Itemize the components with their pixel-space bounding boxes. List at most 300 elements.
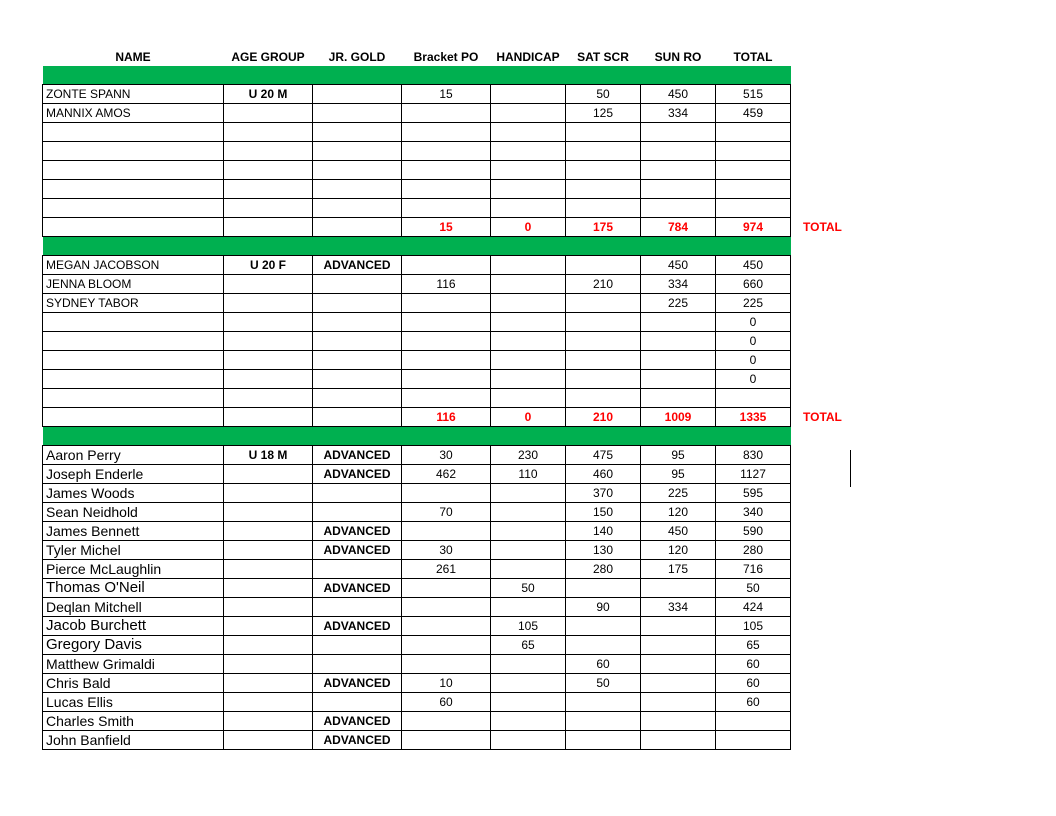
age-group-cell[interactable] xyxy=(224,560,313,579)
handicap-total[interactable]: 0 xyxy=(491,408,566,427)
bracket-po-cell[interactable] xyxy=(402,731,491,750)
handicap-cell[interactable] xyxy=(491,655,566,674)
total-cell[interactable] xyxy=(716,123,791,142)
sat-scr-cell[interactable]: 90 xyxy=(566,598,641,617)
jr-gold-cell[interactable] xyxy=(313,655,402,674)
sat-scr-cell[interactable] xyxy=(566,731,641,750)
total-cell[interactable] xyxy=(716,712,791,731)
bracket-po-cell[interactable] xyxy=(402,123,491,142)
age-group-cell[interactable] xyxy=(224,351,313,370)
jr-gold-cell[interactable]: ADVANCED xyxy=(313,256,402,275)
handicap-cell[interactable] xyxy=(491,275,566,294)
name-cell[interactable]: James Woods xyxy=(43,484,224,503)
separator-cell[interactable] xyxy=(402,66,491,85)
sat-scr-cell[interactable]: 460 xyxy=(566,465,641,484)
bracket-po-cell[interactable] xyxy=(402,636,491,655)
bracket-po-cell[interactable] xyxy=(402,199,491,218)
sat-scr-cell[interactable] xyxy=(566,579,641,598)
sun-ro-cell[interactable] xyxy=(641,693,716,712)
handicap-cell[interactable] xyxy=(491,123,566,142)
jr-gold-cell[interactable] xyxy=(313,503,402,522)
bracket-po-cell[interactable] xyxy=(402,104,491,123)
name-cell[interactable]: Gregory Davis xyxy=(43,636,224,655)
handicap-cell[interactable] xyxy=(491,294,566,313)
separator-cell[interactable] xyxy=(716,427,791,446)
sat-scr-cell[interactable] xyxy=(566,370,641,389)
jr-gold-cell[interactable] xyxy=(313,389,402,408)
jr-gold-cell[interactable] xyxy=(313,275,402,294)
bracket-po-cell[interactable] xyxy=(402,484,491,503)
bracket-po-cell[interactable] xyxy=(402,579,491,598)
empty-cell[interactable] xyxy=(224,218,313,237)
separator-cell[interactable] xyxy=(224,66,313,85)
total-cell[interactable]: 716 xyxy=(716,560,791,579)
name-cell[interactable]: Matthew Grimaldi xyxy=(43,655,224,674)
bracket-po-cell[interactable] xyxy=(402,712,491,731)
jr-gold-cell[interactable] xyxy=(313,560,402,579)
age-group-cell[interactable]: U 20 F xyxy=(224,256,313,275)
spacer-cell xyxy=(791,104,861,123)
age-group-cell[interactable] xyxy=(224,161,313,180)
handicap-cell[interactable]: 50 xyxy=(491,579,566,598)
handicap-cell[interactable] xyxy=(491,142,566,161)
sat-scr-cell[interactable]: 125 xyxy=(566,104,641,123)
separator-cell[interactable] xyxy=(491,66,566,85)
jr-gold-cell[interactable] xyxy=(313,104,402,123)
total-cell[interactable]: 280 xyxy=(716,541,791,560)
sun-ro-cell[interactable] xyxy=(641,617,716,636)
sat-scr-cell[interactable] xyxy=(566,712,641,731)
handicap-cell[interactable]: 65 xyxy=(491,636,566,655)
separator-cell[interactable] xyxy=(313,427,402,446)
name-cell[interactable]: Aaron Perry xyxy=(43,446,224,465)
bracket-po-cell[interactable] xyxy=(402,313,491,332)
total-cell[interactable]: 0 xyxy=(716,370,791,389)
handicap-cell[interactable] xyxy=(491,389,566,408)
age-group-cell[interactable] xyxy=(224,636,313,655)
sat-scr-cell[interactable] xyxy=(566,123,641,142)
bracket-po-cell[interactable]: 116 xyxy=(402,275,491,294)
bracket-po-cell[interactable]: 15 xyxy=(402,85,491,104)
jr-gold-cell[interactable]: ADVANCED xyxy=(313,731,402,750)
handicap-cell[interactable] xyxy=(491,351,566,370)
handicap-cell[interactable] xyxy=(491,712,566,731)
separator-cell[interactable] xyxy=(43,66,224,85)
name-cell[interactable]: Lucas Ellis xyxy=(43,693,224,712)
age-group-cell[interactable] xyxy=(224,199,313,218)
sun-ro-cell[interactable] xyxy=(641,579,716,598)
separator-cell[interactable] xyxy=(224,237,313,256)
bracket-po-cell[interactable]: 70 xyxy=(402,503,491,522)
total-cell[interactable] xyxy=(716,731,791,750)
sat-scr-cell[interactable]: 280 xyxy=(566,560,641,579)
sat-scr-total[interactable]: 175 xyxy=(566,218,641,237)
jr-gold-cell[interactable] xyxy=(313,370,402,389)
separator-cell[interactable] xyxy=(491,427,566,446)
sun-ro-cell[interactable]: 450 xyxy=(641,522,716,541)
total-cell[interactable]: 65 xyxy=(716,636,791,655)
name-cell[interactable] xyxy=(43,161,224,180)
header-jr-gold[interactable]: JR. GOLD xyxy=(328,50,386,64)
empty-cell[interactable] xyxy=(313,408,402,427)
sat-scr-cell[interactable] xyxy=(566,142,641,161)
name-cell[interactable] xyxy=(43,142,224,161)
name-cell[interactable]: Chris Bald xyxy=(43,674,224,693)
total-cell[interactable]: 60 xyxy=(716,655,791,674)
age-group-cell[interactable] xyxy=(224,579,313,598)
sun-ro-cell[interactable] xyxy=(641,655,716,674)
bracket-po-total[interactable]: 116 xyxy=(402,408,491,427)
header-handicap[interactable]: HANDICAP xyxy=(496,50,560,64)
sat-scr-cell[interactable]: 210 xyxy=(566,275,641,294)
age-group-cell[interactable] xyxy=(224,541,313,560)
sun-ro-cell[interactable]: 450 xyxy=(641,85,716,104)
total-cell[interactable]: 830 xyxy=(716,446,791,465)
age-group-cell[interactable] xyxy=(224,180,313,199)
header-sat-scr[interactable]: SAT SCR xyxy=(577,50,629,64)
sun-ro-cell[interactable] xyxy=(641,180,716,199)
handicap-cell[interactable] xyxy=(491,161,566,180)
total-cell[interactable]: 105 xyxy=(716,617,791,636)
handicap-cell[interactable] xyxy=(491,85,566,104)
name-cell[interactable]: Pierce McLaughlin xyxy=(43,560,224,579)
bracket-po-cell[interactable] xyxy=(402,351,491,370)
jr-gold-cell[interactable] xyxy=(313,484,402,503)
handicap-cell[interactable] xyxy=(491,522,566,541)
sun-ro-total[interactable]: 1009 xyxy=(641,408,716,427)
sun-ro-cell[interactable]: 95 xyxy=(641,465,716,484)
handicap-cell[interactable] xyxy=(491,503,566,522)
jr-gold-cell[interactable]: ADVANCED xyxy=(313,617,402,636)
sun-ro-cell[interactable]: 225 xyxy=(641,484,716,503)
age-group-cell[interactable] xyxy=(224,731,313,750)
name-cell[interactable]: Thomas O'Neil xyxy=(43,579,224,598)
handicap-cell[interactable] xyxy=(491,598,566,617)
bracket-po-cell[interactable]: 60 xyxy=(402,693,491,712)
jr-gold-cell[interactable]: ADVANCED xyxy=(313,579,402,598)
total-cell[interactable]: 60 xyxy=(716,693,791,712)
jr-gold-cell[interactable] xyxy=(313,313,402,332)
name-cell[interactable]: John Banfield xyxy=(43,731,224,750)
sun-ro-cell[interactable] xyxy=(641,389,716,408)
handicap-cell[interactable] xyxy=(491,674,566,693)
bracket-po-cell[interactable]: 10 xyxy=(402,674,491,693)
age-group-cell[interactable] xyxy=(224,389,313,408)
sun-ro-total[interactable]: 784 xyxy=(641,218,716,237)
separator-cell[interactable] xyxy=(313,66,402,85)
sat-scr-cell[interactable]: 50 xyxy=(566,85,641,104)
sun-ro-cell[interactable] xyxy=(641,142,716,161)
name-cell[interactable] xyxy=(43,332,224,351)
total-cell[interactable] xyxy=(716,161,791,180)
separator-cell[interactable] xyxy=(402,237,491,256)
jr-gold-cell[interactable] xyxy=(313,199,402,218)
header-age-group[interactable]: AGE GROUP xyxy=(231,50,305,64)
handicap-cell[interactable] xyxy=(491,731,566,750)
bracket-po-cell[interactable] xyxy=(402,332,491,351)
name-cell[interactable]: Joseph Enderle xyxy=(43,465,224,484)
sat-scr-cell[interactable] xyxy=(566,332,641,351)
separator-cell[interactable] xyxy=(716,66,791,85)
total-cell[interactable]: 595 xyxy=(716,484,791,503)
bracket-po-cell[interactable] xyxy=(402,370,491,389)
sun-ro-cell[interactable]: 450 xyxy=(641,256,716,275)
header-sun-ro[interactable]: SUN RO xyxy=(654,50,702,64)
jr-gold-cell[interactable] xyxy=(313,294,402,313)
separator-cell[interactable] xyxy=(566,66,641,85)
sat-scr-total[interactable]: 210 xyxy=(566,408,641,427)
name-cell[interactable] xyxy=(43,370,224,389)
handicap-cell[interactable] xyxy=(491,370,566,389)
handicap-cell[interactable] xyxy=(491,332,566,351)
total-cell[interactable]: 0 xyxy=(716,332,791,351)
bracket-po-cell[interactable] xyxy=(402,180,491,199)
name-cell[interactable] xyxy=(43,351,224,370)
jr-gold-cell[interactable] xyxy=(313,332,402,351)
sat-scr-cell[interactable] xyxy=(566,256,641,275)
sun-ro-cell[interactable] xyxy=(641,370,716,389)
jr-gold-cell[interactable] xyxy=(313,142,402,161)
jr-gold-cell[interactable]: ADVANCED xyxy=(313,465,402,484)
jr-gold-cell[interactable]: ADVANCED xyxy=(313,674,402,693)
total-cell[interactable]: 50 xyxy=(716,579,791,598)
total-cell[interactable]: 60 xyxy=(716,674,791,693)
name-cell[interactable]: ZONTE SPANN xyxy=(43,85,224,104)
separator-cell[interactable] xyxy=(224,427,313,446)
handicap-total[interactable]: 0 xyxy=(491,218,566,237)
header-name[interactable]: NAME xyxy=(115,50,151,64)
total-cell[interactable]: 225 xyxy=(716,294,791,313)
separator-cell[interactable] xyxy=(491,237,566,256)
age-group-cell[interactable]: U 18 M xyxy=(224,446,313,465)
age-group-cell[interactable] xyxy=(224,522,313,541)
total-cell[interactable]: 459 xyxy=(716,104,791,123)
age-group-cell[interactable] xyxy=(224,370,313,389)
sun-ro-cell[interactable] xyxy=(641,161,716,180)
separator-cell[interactable] xyxy=(566,427,641,446)
name-cell[interactable] xyxy=(43,180,224,199)
bracket-po-total[interactable]: 15 xyxy=(402,218,491,237)
jr-gold-cell[interactable] xyxy=(313,693,402,712)
name-cell[interactable]: Deqlan Mitchell xyxy=(43,598,224,617)
table-row xyxy=(43,693,861,712)
sat-scr-cell[interactable] xyxy=(566,389,641,408)
total-cell[interactable]: 515 xyxy=(716,85,791,104)
age-group-cell[interactable] xyxy=(224,332,313,351)
age-group-cell[interactable] xyxy=(224,313,313,332)
header-bracket-po[interactable]: Bracket PO xyxy=(413,50,479,64)
bracket-po-cell[interactable] xyxy=(402,256,491,275)
sat-scr-cell[interactable] xyxy=(566,161,641,180)
age-group-cell[interactable] xyxy=(224,294,313,313)
jr-gold-cell[interactable]: ADVANCED xyxy=(313,446,402,465)
bracket-po-cell[interactable]: 30 xyxy=(402,541,491,560)
separator-cell[interactable] xyxy=(43,237,224,256)
sat-scr-cell[interactable] xyxy=(566,636,641,655)
spacer-cell xyxy=(791,731,861,750)
handicap-cell[interactable] xyxy=(491,256,566,275)
header-total[interactable]: TOTAL xyxy=(733,50,773,64)
total-cell[interactable]: 340 xyxy=(716,503,791,522)
bracket-po-cell[interactable]: 462 xyxy=(402,465,491,484)
jr-gold-cell[interactable] xyxy=(313,85,402,104)
age-group-cell[interactable] xyxy=(224,123,313,142)
jr-gold-cell[interactable]: ADVANCED xyxy=(313,522,402,541)
age-group-cell[interactable] xyxy=(224,712,313,731)
age-group-cell[interactable] xyxy=(224,598,313,617)
handicap-cell[interactable] xyxy=(491,484,566,503)
bracket-po-cell[interactable] xyxy=(402,598,491,617)
total-cell[interactable]: 450 xyxy=(716,256,791,275)
sun-ro-cell[interactable] xyxy=(641,332,716,351)
sun-ro-cell[interactable]: 175 xyxy=(641,560,716,579)
grand-total[interactable]: 1335 xyxy=(716,408,791,427)
bracket-po-cell[interactable] xyxy=(402,142,491,161)
jr-gold-cell[interactable] xyxy=(313,351,402,370)
total-cell[interactable] xyxy=(716,389,791,408)
bracket-po-cell[interactable]: 261 xyxy=(402,560,491,579)
age-group-cell[interactable] xyxy=(224,484,313,503)
age-group-cell[interactable] xyxy=(224,104,313,123)
handicap-cell[interactable] xyxy=(491,560,566,579)
sat-scr-cell[interactable] xyxy=(566,313,641,332)
total-cell[interactable] xyxy=(716,180,791,199)
name-cell[interactable]: SYDNEY TABOR xyxy=(43,294,224,313)
empty-cell[interactable] xyxy=(43,408,224,427)
sun-ro-cell[interactable] xyxy=(641,199,716,218)
sat-scr-cell[interactable]: 50 xyxy=(566,674,641,693)
separator-cell[interactable] xyxy=(566,237,641,256)
age-group-cell[interactable] xyxy=(224,142,313,161)
empty-cell[interactable] xyxy=(313,218,402,237)
total-cell[interactable] xyxy=(716,142,791,161)
sat-scr-cell[interactable]: 140 xyxy=(566,522,641,541)
sat-scr-cell[interactable] xyxy=(566,199,641,218)
sun-ro-cell[interactable]: 334 xyxy=(641,598,716,617)
name-cell[interactable] xyxy=(43,313,224,332)
sun-ro-cell[interactable]: 334 xyxy=(641,104,716,123)
age-group-cell[interactable] xyxy=(224,503,313,522)
jr-gold-cell[interactable] xyxy=(313,598,402,617)
total-cell[interactable]: 1127 xyxy=(716,465,791,484)
age-group-cell[interactable] xyxy=(224,655,313,674)
handicap-cell[interactable] xyxy=(491,199,566,218)
bracket-po-cell[interactable] xyxy=(402,294,491,313)
jr-gold-cell[interactable] xyxy=(313,636,402,655)
sun-ro-cell[interactable] xyxy=(641,712,716,731)
bracket-po-cell[interactable]: 30 xyxy=(402,446,491,465)
grand-total[interactable]: 974 xyxy=(716,218,791,237)
name-cell[interactable]: Charles Smith xyxy=(43,712,224,731)
sat-scr-cell[interactable] xyxy=(566,617,641,636)
sun-ro-cell[interactable] xyxy=(641,731,716,750)
sun-ro-cell[interactable] xyxy=(641,636,716,655)
age-group-cell[interactable] xyxy=(224,674,313,693)
total-cell[interactable]: 660 xyxy=(716,275,791,294)
sun-ro-cell[interactable]: 120 xyxy=(641,541,716,560)
handicap-cell[interactable] xyxy=(491,541,566,560)
separator-cell[interactable] xyxy=(641,237,716,256)
sat-scr-cell[interactable] xyxy=(566,180,641,199)
separator-cell[interactable] xyxy=(641,66,716,85)
age-group-cell[interactable] xyxy=(224,617,313,636)
age-group-cell[interactable] xyxy=(224,693,313,712)
sun-ro-cell[interactable] xyxy=(641,351,716,370)
sat-scr-cell[interactable] xyxy=(566,351,641,370)
bracket-po-cell[interactable] xyxy=(402,655,491,674)
separator-cell[interactable] xyxy=(402,427,491,446)
name-cell[interactable]: MEGAN JACOBSON xyxy=(43,256,224,275)
handicap-cell[interactable] xyxy=(491,180,566,199)
name-cell[interactable]: James Bennett xyxy=(43,522,224,541)
total-cell[interactable]: 0 xyxy=(716,351,791,370)
total-cell[interactable]: 0 xyxy=(716,313,791,332)
sat-scr-cell[interactable] xyxy=(566,294,641,313)
bracket-po-cell[interactable] xyxy=(402,617,491,636)
sat-scr-cell[interactable]: 60 xyxy=(566,655,641,674)
sun-ro-cell[interactable]: 225 xyxy=(641,294,716,313)
separator-cell[interactable] xyxy=(641,427,716,446)
handicap-cell[interactable] xyxy=(491,104,566,123)
jr-gold-cell[interactable]: ADVANCED xyxy=(313,541,402,560)
bracket-po-cell[interactable] xyxy=(402,522,491,541)
name-cell[interactable]: Jacob Burchett xyxy=(43,617,224,636)
age-group-cell[interactable]: U 20 M xyxy=(224,85,313,104)
name-cell[interactable] xyxy=(43,123,224,142)
name-cell[interactable]: MANNIX AMOS xyxy=(43,104,224,123)
jr-gold-cell[interactable] xyxy=(313,161,402,180)
empty-cell[interactable] xyxy=(43,218,224,237)
name-cell[interactable]: JENNA BLOOM xyxy=(43,275,224,294)
name-cell[interactable]: Sean Neidhold xyxy=(43,503,224,522)
handicap-cell[interactable] xyxy=(491,693,566,712)
name-cell[interactable]: Tyler Michel xyxy=(43,541,224,560)
total-cell[interactable]: 590 xyxy=(716,522,791,541)
sun-ro-cell[interactable]: 95 xyxy=(641,446,716,465)
sat-scr-cell[interactable]: 370 xyxy=(566,484,641,503)
bracket-po-cell[interactable] xyxy=(402,389,491,408)
sun-ro-cell[interactable] xyxy=(641,313,716,332)
sat-scr-cell[interactable] xyxy=(566,693,641,712)
sat-scr-cell[interactable]: 475 xyxy=(566,446,641,465)
total-cell[interactable]: 424 xyxy=(716,598,791,617)
separator-cell[interactable] xyxy=(716,237,791,256)
age-group-cell[interactable] xyxy=(224,275,313,294)
separator-cell[interactable] xyxy=(313,237,402,256)
jr-gold-cell[interactable]: ADVANCED xyxy=(313,712,402,731)
jr-gold-cell[interactable] xyxy=(313,123,402,142)
sat-scr-cell[interactable]: 150 xyxy=(566,503,641,522)
sun-ro-cell[interactable]: 334 xyxy=(641,275,716,294)
handicap-cell[interactable]: 230 xyxy=(491,446,566,465)
name-cell[interactable] xyxy=(43,389,224,408)
sun-ro-cell[interactable] xyxy=(641,674,716,693)
sun-ro-cell[interactable]: 120 xyxy=(641,503,716,522)
handicap-cell[interactable]: 105 xyxy=(491,617,566,636)
bracket-po-cell[interactable] xyxy=(402,161,491,180)
handicap-cell[interactable]: 110 xyxy=(491,465,566,484)
sat-scr-cell[interactable]: 130 xyxy=(566,541,641,560)
total-cell[interactable] xyxy=(716,199,791,218)
empty-cell[interactable] xyxy=(224,408,313,427)
handicap-cell[interactable] xyxy=(491,313,566,332)
age-group-cell[interactable] xyxy=(224,465,313,484)
separator-cell[interactable] xyxy=(43,427,224,446)
jr-gold-cell[interactable] xyxy=(313,180,402,199)
sun-ro-cell[interactable] xyxy=(641,123,716,142)
name-cell[interactable] xyxy=(43,199,224,218)
spacer-cell xyxy=(791,142,861,161)
